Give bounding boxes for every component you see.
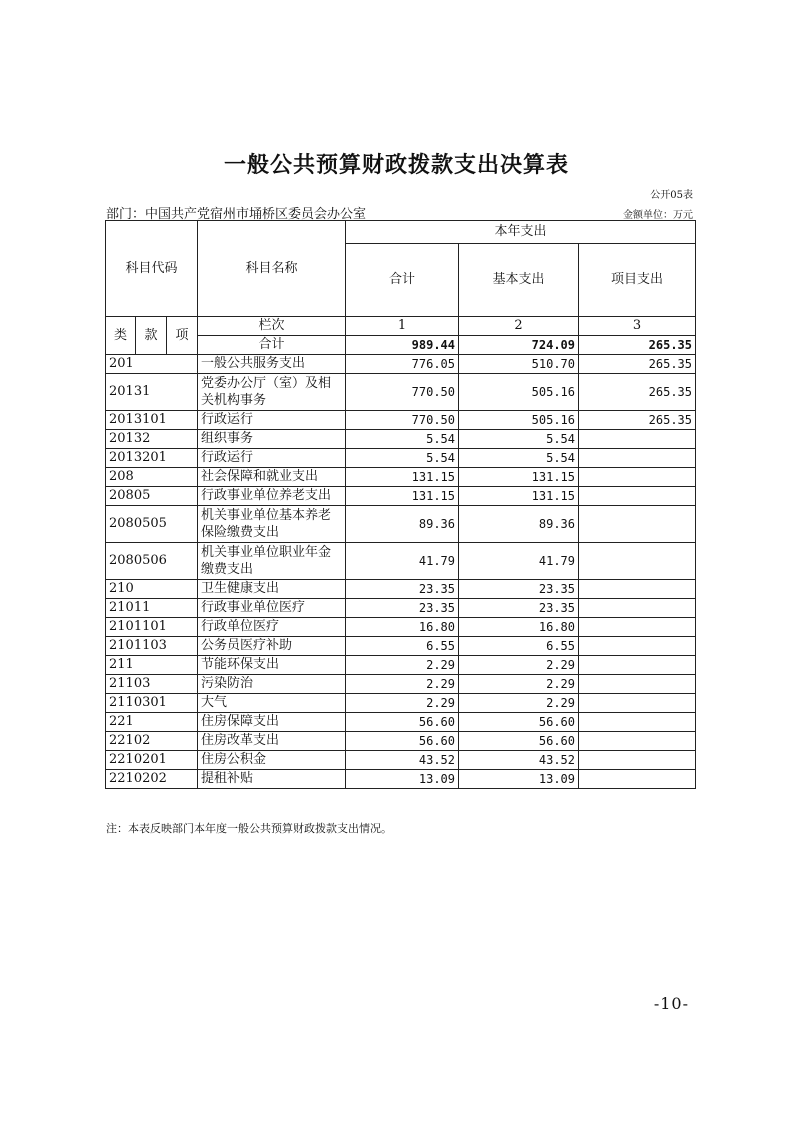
- row-code: 2080505: [106, 506, 198, 543]
- row-name: 机关事业单位基本养老保险缴费支出: [198, 506, 346, 543]
- table-row: [106, 411, 696, 430]
- row-total: 43.52: [346, 751, 459, 770]
- row-name: 组织事务: [198, 430, 346, 449]
- row-basic: 5.54: [459, 449, 579, 468]
- row-project: [579, 599, 696, 618]
- row-project: [579, 430, 696, 449]
- row-total: 41.79: [346, 543, 459, 580]
- department-label: 部门：中国共产党宿州市埇桥区委员会办公室: [106, 207, 367, 222]
- table-row: [106, 618, 696, 637]
- row-basic: 56.60: [459, 713, 579, 732]
- header-basic: 基本支出: [459, 244, 579, 317]
- row-code: 2210201: [106, 751, 198, 770]
- row-project: [579, 543, 696, 580]
- row-name: 机关事业单位职业年金缴费支出: [198, 543, 346, 580]
- row-basic: 16.80: [459, 618, 579, 637]
- row-name: 一般公共服务支出: [198, 355, 346, 374]
- row-project: [579, 580, 696, 599]
- row-name: 行政单位医疗: [198, 618, 346, 637]
- row-basic: 131.15: [459, 468, 579, 487]
- row-total: 2.29: [346, 656, 459, 675]
- amount-unit: 金额单位：万元: [623, 210, 693, 221]
- table-row: [106, 770, 696, 789]
- row-basic: 131.15: [459, 487, 579, 506]
- row-basic: 2.29: [459, 656, 579, 675]
- row-total: 56.60: [346, 713, 459, 732]
- row-code: 20131: [106, 374, 198, 411]
- row-code: 2101101: [106, 618, 198, 637]
- table-row: [106, 675, 696, 694]
- row-basic: 2.29: [459, 694, 579, 713]
- summary-basic: 724.09: [459, 336, 579, 355]
- header-row-no: 栏次: [198, 317, 346, 336]
- footnote: 注：本表反映部门本年度一般公共预算财政拨款支出情况。: [106, 822, 392, 835]
- header-project: 项目支出: [579, 244, 696, 317]
- table-row: [106, 355, 696, 374]
- row-project: [579, 675, 696, 694]
- table-row: [106, 468, 696, 487]
- table-row: [106, 580, 696, 599]
- table-row: [106, 374, 696, 411]
- row-basic: 2.29: [459, 675, 579, 694]
- expenditure-table: [105, 220, 696, 789]
- row-total: 770.50: [346, 374, 459, 411]
- row-total: 23.35: [346, 599, 459, 618]
- row-name: 节能环保支出: [198, 656, 346, 675]
- header-row-3: [106, 317, 696, 336]
- row-total: 2.29: [346, 694, 459, 713]
- summary-total: 989.44: [346, 336, 459, 355]
- row-basic: 505.16: [459, 374, 579, 411]
- row-code: 20805: [106, 487, 198, 506]
- row-code: 210: [106, 580, 198, 599]
- row-basic: 6.55: [459, 637, 579, 656]
- table-row: [106, 713, 696, 732]
- row-project: [579, 732, 696, 751]
- table-row: [106, 656, 696, 675]
- table-row: [106, 487, 696, 506]
- table-row: [106, 637, 696, 656]
- row-name: 公务员医疗补助: [198, 637, 346, 656]
- table-row: [106, 694, 696, 713]
- row-project: [579, 618, 696, 637]
- row-code: 21011: [106, 599, 198, 618]
- row-code: 2210202: [106, 770, 198, 789]
- row-project: 265.35: [579, 374, 696, 411]
- summary-label: 合计: [198, 336, 346, 355]
- header-current-year: 本年支出: [346, 221, 696, 244]
- row-name: 污染防治: [198, 675, 346, 694]
- table-row: [106, 751, 696, 770]
- row-project: [579, 637, 696, 656]
- row-total: 56.60: [346, 732, 459, 751]
- row-basic: 41.79: [459, 543, 579, 580]
- row-project: [579, 506, 696, 543]
- row-code: 2013101: [106, 411, 198, 430]
- row-total: 776.05: [346, 355, 459, 374]
- row-code: 2110301: [106, 694, 198, 713]
- header-xiang: 项: [167, 317, 198, 355]
- row-total: 131.15: [346, 468, 459, 487]
- row-name: 行政事业单位医疗: [198, 599, 346, 618]
- row-name: 社会保障和就业支出: [198, 468, 346, 487]
- row-basic: 510.70: [459, 355, 579, 374]
- row-name: 卫生健康支出: [198, 580, 346, 599]
- row-basic: 5.54: [459, 430, 579, 449]
- table-row: [106, 732, 696, 751]
- row-name: 行政运行: [198, 449, 346, 468]
- row-project: [579, 656, 696, 675]
- header-col-2: 2: [459, 317, 579, 336]
- row-code: 208: [106, 468, 198, 487]
- table-row: [106, 599, 696, 618]
- row-name: 提租补贴: [198, 770, 346, 789]
- header-col-3: 3: [579, 317, 696, 336]
- header-name: 科目名称: [198, 221, 346, 317]
- page-title: 一般公共预算财政拨款支出决算表: [223, 152, 569, 178]
- row-basic: 89.36: [459, 506, 579, 543]
- row-total: 131.15: [346, 487, 459, 506]
- row-total: 23.35: [346, 580, 459, 599]
- row-basic: 43.52: [459, 751, 579, 770]
- header-row-1: [106, 221, 696, 244]
- row-name: 住房公积金: [198, 751, 346, 770]
- row-project: [579, 713, 696, 732]
- row-code: 22102: [106, 732, 198, 751]
- row-name: 党委办公厅（室）及相关机构事务: [198, 374, 346, 411]
- header-col-1: 1: [346, 317, 459, 336]
- header-total: 合计: [346, 244, 459, 317]
- row-code: 221: [106, 713, 198, 732]
- row-code: 201: [106, 355, 198, 374]
- row-total: 5.54: [346, 449, 459, 468]
- row-name: 住房改革支出: [198, 732, 346, 751]
- table-row: [106, 543, 696, 580]
- row-basic: 505.16: [459, 411, 579, 430]
- row-basic: 13.09: [459, 770, 579, 789]
- row-code: 21103: [106, 675, 198, 694]
- row-total: 13.09: [346, 770, 459, 789]
- table-row: [106, 506, 696, 543]
- header-lei: 类: [106, 317, 136, 355]
- row-total: 89.36: [346, 506, 459, 543]
- table-row: [106, 449, 696, 468]
- row-project: [579, 487, 696, 506]
- form-number: 公开05表: [650, 190, 693, 201]
- row-project: [579, 751, 696, 770]
- row-basic: 56.60: [459, 732, 579, 751]
- row-project: [579, 770, 696, 789]
- row-project: [579, 449, 696, 468]
- row-code: 20132: [106, 430, 198, 449]
- row-project: [579, 694, 696, 713]
- row-project: [579, 468, 696, 487]
- row-code: 2080506: [106, 543, 198, 580]
- row-name: 行政事业单位养老支出: [198, 487, 346, 506]
- row-basic: 23.35: [459, 580, 579, 599]
- row-name: 大气: [198, 694, 346, 713]
- row-total: 16.80: [346, 618, 459, 637]
- row-name: 行政运行: [198, 411, 346, 430]
- row-total: 770.50: [346, 411, 459, 430]
- table-row: [106, 430, 696, 449]
- row-total: 2.29: [346, 675, 459, 694]
- page-number: -10-: [653, 994, 689, 1013]
- row-total: 5.54: [346, 430, 459, 449]
- row-code: 2101103: [106, 637, 198, 656]
- row-code: 211: [106, 656, 198, 675]
- header-kuan: 款: [136, 317, 167, 355]
- row-project: 265.35: [579, 411, 696, 430]
- header-code: 科目代码: [106, 221, 198, 317]
- row-total: 6.55: [346, 637, 459, 656]
- row-project: 265.35: [579, 355, 696, 374]
- row-name: 住房保障支出: [198, 713, 346, 732]
- row-basic: 23.35: [459, 599, 579, 618]
- summary-project: 265.35: [579, 336, 696, 355]
- row-code: 2013201: [106, 449, 198, 468]
